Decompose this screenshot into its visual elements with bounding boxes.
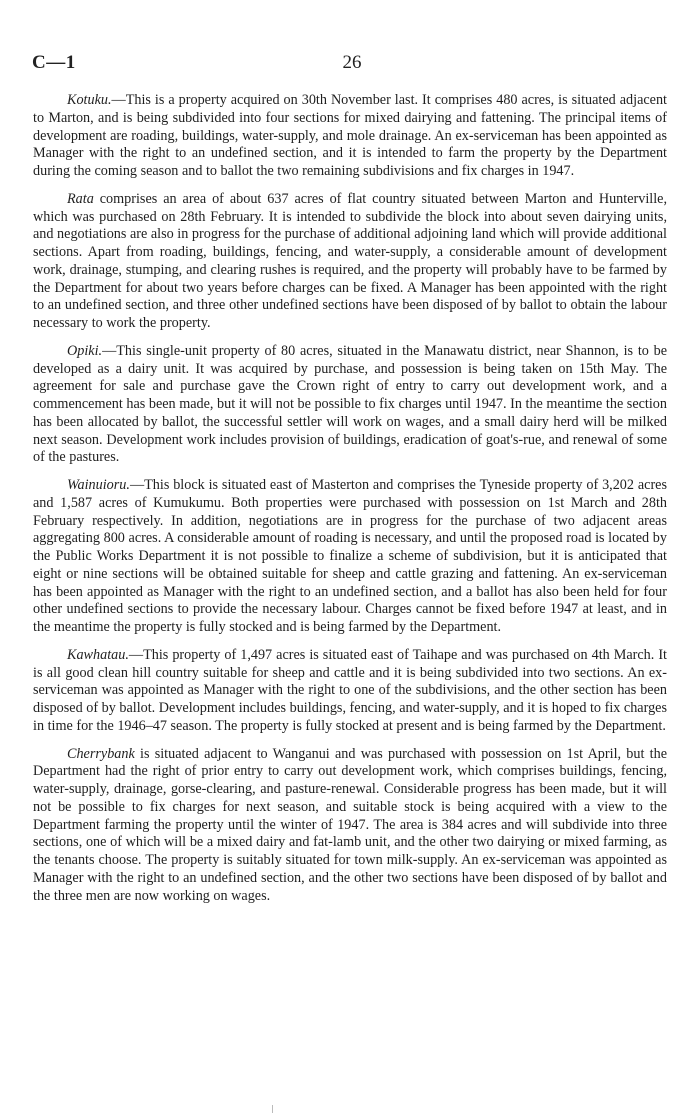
property-name: Rata	[67, 190, 94, 207]
paragraph-opiki	[33, 343, 667, 467]
property-name: Wainuioru.	[67, 477, 130, 493]
paragraph-text: —This is a property acquired on 30th November last. It comprises 480 acres, is situated adjacent to Marton, and is being subdivided into four sections for mixed dairying and fattening. The principal items of development are roading, buildings, water-supply, and mole drainage. An ex-serviceman has been appointed as Manager with the right to an undefined section, and it is intended to farm the property by the Department during the coming season and to ballot the two remaining subdivisions and fix charges in 1947.	[33, 92, 667, 179]
body-text	[33, 92, 667, 915]
property-name: Kawhatau.	[67, 646, 129, 663]
paragraph-text: —This block is situated east of Masterton and comprises the Tyneside property of 3,202 acres and 1,587 acres of Kumukumu. Both properties were purchased with possession on 1st March and 28th February respectively. In addition, negotiations are in progress for the purchase of two adjacent areas aggregating 800 acres. A considerable amount of roading is necessary, and until the proposed road is located by the Public Works Department it is not possible to finalize a scheme of subdivision, but it is anticipated that eight or nine sections will be obtained suitable for sheep and cattle grazing and fattening. An ex-serviceman has been appointed as Manager with the right to an undefined section, and a ballot has also been held for four other undefined sections to provide the necessary labour. Charges cannot be fixed before 1947 at least, and in the meantime the property is fully stocked and is being farmed by the Department.	[33, 477, 667, 635]
paragraph-wainuioru	[33, 477, 667, 637]
paragraph-cherrybank	[33, 746, 667, 906]
scan-mark	[272, 1105, 273, 1113]
document-code: C—1	[32, 52, 76, 73]
paragraph-text: comprises an area of about 637 acres of flat country situated between Marton and Hunterville, which was purchased on 28th February. It is intended to subdivide the block into about seven dairying units, and negotiations are also in progress for the purchase of additional adjoining land which will provide additional sections. Apart from roading, buildings, fencing, and water-supply, a considerable amount of development work, drainage, stumping, and clearing rushes is required, and the property will probably have to be farmed by the Department for about two years before charges can be fixed. A Manager has been appointed with the right to an undefined section, and three other undefined sections have been disposed of by ballot to obtain the labour necessary to work the property.	[33, 190, 667, 331]
paragraph-kotuku	[33, 92, 667, 181]
property-name: Opiki.	[67, 342, 103, 359]
property-name: Cherrybank	[67, 745, 135, 762]
page-number: 26	[342, 52, 362, 73]
property-name: Kotuku.	[67, 92, 112, 108]
paragraph-rata	[33, 191, 667, 333]
page-header	[32, 52, 672, 74]
paragraph-text: —This single-unit property of 80 acres, situated in the Manawatu district, near Shannon, is to be developed as a dairy unit. It was acquired by purchase, and possession is being taken on 15th May. The agreement for sale and purchase gave the Crown right of entry to carry out development work, and a commencement has been made, but it will not be possible to fix charges until 1947. In the meantime the section has been allocated by ballot, the successful settler will work on wages, and a small dairy herd will be milked next season. Development work includes provision of buildings, eradication of goat's-rue, and renewal of some of the pastures.	[33, 342, 667, 466]
paragraph-kawhatau	[33, 647, 667, 736]
paragraph-text: is situated adjacent to Wanganui and was purchased with possession on 1st April, but the Department had the right of prior entry to carry out development work, which comprises buildings, fencing, water-supply, drainage, gorse-clearing, and pasture-renewal. Considerable progress has been made, but it will not be possible to fix charges for next season, and suitable stock is being acquired with a view to the Department farming the property until the winter of 1947. The area is 384 acres and will subdivide into three sections, one of which will be a mixed dairy and fat-lamb unit, and the other two dairying or mixed farming, as the tenants choose. The property is suitably situated for town milk-supply. An ex-serviceman was appointed as Manager with the right to an undefined section, and the other two sections have been disposed of by ballot and the three men are now working on wages.	[33, 745, 667, 904]
paragraph-text: —This property of 1,497 acres is situated east of Taihape and was purchased on 4th March. It is all good clean hill country suitable for sheep and cattle and it is being subdivided into two sections. An ex-serviceman was appointed as Manager with the right to one of the subdivisions, and the other section has been disposed of by ballot. Development includes buildings, fencing, and water-supply, and it is hoped to fix charges in time for the 1946–47 season. The property is fully stocked at present and is being farmed by the Department.	[33, 646, 667, 734]
